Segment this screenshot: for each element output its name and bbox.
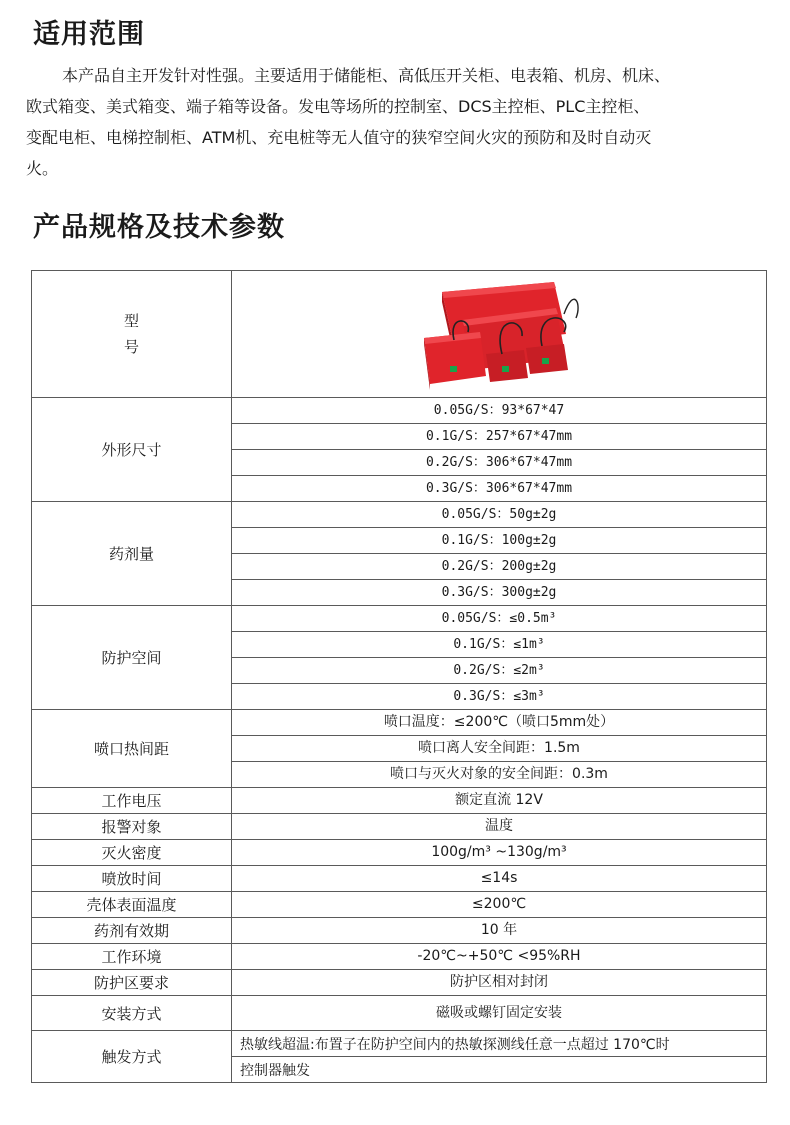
model-label-cell <box>32 271 232 398</box>
agent-amount-value: 0.05G/S：50g±2g <box>232 502 767 528</box>
spec-row-value: ≤14s <box>232 866 767 892</box>
scope-line: 欧式箱变、美式箱变、端子箱等设备。发电等场所的控制室、DCS主控柜、PLC主控柜、 <box>26 97 650 116</box>
spec-row-value: 额定直流 12V <box>232 788 767 814</box>
protection-space-label: 防护空间 <box>32 606 232 710</box>
spec-row-value: 10 年 <box>232 918 767 944</box>
scope-heading: 适用范围 <box>33 19 145 50</box>
spec-row-label: 壳体表面温度 <box>32 892 232 918</box>
protection-space-value: 0.05G/S：≤0.5m³ <box>232 606 767 632</box>
dimensions-value: 0.05G/S：93*67*47 <box>232 398 767 424</box>
spec-row-label: 报警对象 <box>32 814 232 840</box>
spec-row-label: 工作电压 <box>32 788 232 814</box>
agent-amount-value: 0.2G/S：200g±2g <box>232 554 767 580</box>
spec-row-label: 喷放时间 <box>32 866 232 892</box>
protection-space-value: 0.1G/S：≤1m³ <box>232 632 767 658</box>
nozzle-distance-label: 喷口热间距 <box>32 710 232 788</box>
agent-amount-label: 药剂量 <box>32 502 232 606</box>
install-label: 安装方式 <box>32 996 232 1031</box>
dimensions-value: 0.1G/S：257*67*47mm <box>232 424 767 450</box>
dimensions-value: 0.3G/S：306*67*47mm <box>232 476 767 502</box>
spec-row-value: ≤200℃ <box>232 892 767 918</box>
spec-row-label: 药剂有效期 <box>32 918 232 944</box>
product-image-cell <box>232 271 767 398</box>
product-image <box>414 274 584 394</box>
scope-line: 火。 <box>26 159 59 178</box>
model-row <box>32 271 767 398</box>
scope-line: 变配电柜、电梯控制柜、ATM机、充电桩等无人值守的狭窄空间火灾的预防和及时自动灭 <box>26 128 652 147</box>
protection-space-value: 0.3G/S：≤3m³ <box>232 684 767 710</box>
spec-table <box>31 270 767 1083</box>
spec-row-label: 防护区要求 <box>32 970 232 996</box>
nozzle-distance-value: 喷口温度：≤200℃（喷口5mm处） <box>232 710 767 736</box>
spec-row-label: 工作环境 <box>32 944 232 970</box>
dimensions-label: 外形尺寸 <box>32 398 232 502</box>
model-label: 型 号 <box>123 312 139 356</box>
spec-row-value: -20℃~+50℃ <95%RH <box>232 944 767 970</box>
trigger-label: 触发方式 <box>32 1031 232 1083</box>
nozzle-distance-value: 喷口离人安全间距：1.5m <box>232 736 767 762</box>
agent-amount-value: 0.1G/S：100g±2g <box>232 528 767 554</box>
agent-amount-value: 0.3G/S：300g±2g <box>232 580 767 606</box>
trigger-line: 热敏线超温:布置子在防护空间内的热敏探测线任意一点超过 170℃时 <box>232 1031 767 1057</box>
spec-row-value: 温度 <box>232 814 767 840</box>
trigger-line: 控制器触发 <box>232 1057 767 1083</box>
scope-paragraph <box>26 60 766 184</box>
dimensions-value: 0.2G/S：306*67*47mm <box>232 450 767 476</box>
spec-row-value: 防护区相对封闭 <box>232 970 767 996</box>
install-value: 磁吸或螺钉固定安装 <box>232 996 767 1031</box>
protection-space-value: 0.2G/S：≤2m³ <box>232 658 767 684</box>
scope-line: 本产品自主开发针对性强。主要适用于储能柜、高低压开关柜、电表箱、机房、机床、 <box>62 66 671 85</box>
nozzle-distance-value: 喷口与灭火对象的安全间距：0.3m <box>232 762 767 788</box>
spec-heading: 产品规格及技术参数 <box>33 212 285 243</box>
spec-row-value: 100g/m³ ~130g/m³ <box>232 840 767 866</box>
spec-row-label: 灭火密度 <box>32 840 232 866</box>
